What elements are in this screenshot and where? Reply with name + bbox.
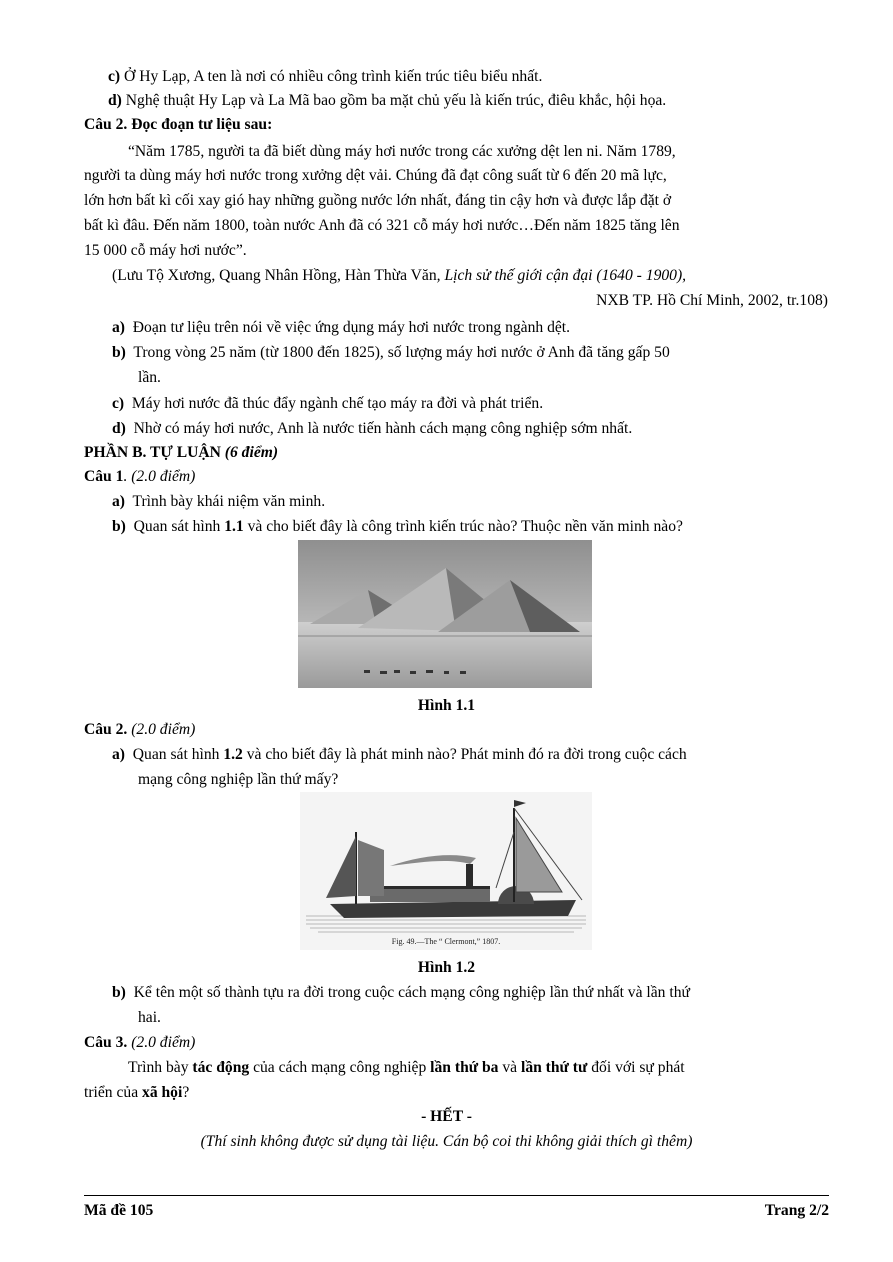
statement-text: Trong vòng 25 năm (từ 1800 đến 1825), số lượng máy hơi nước ở Anh đã tăng gấp 50 bbox=[133, 344, 670, 361]
essay-question-2 bbox=[84, 720, 195, 740]
option-text: Ở Hy Lạp, A ten là nơi có nhiều công trình kiến trúc tiêu biểu nhất. bbox=[124, 68, 543, 85]
statement-d bbox=[112, 419, 632, 439]
source-publisher: NXB TP. Hồ Chí Minh, 2002, tr.108) bbox=[596, 292, 828, 309]
question-points: (2.0 điểm) bbox=[127, 1034, 196, 1051]
statement-label: a) bbox=[112, 319, 125, 336]
part-label: b) bbox=[112, 518, 126, 535]
part-text: Kể tên một số thành tựu ra đời trong cuộc cách mạng công nghiệp lần thứ nhất và lần thứ bbox=[133, 984, 690, 1001]
exam-code: Mã đề 105 bbox=[84, 1202, 154, 1219]
question-points: . (2.0 điểm) bbox=[123, 468, 196, 485]
end-marker: - HẾT - bbox=[421, 1108, 472, 1125]
q1-part-b bbox=[112, 517, 683, 537]
footer-divider bbox=[84, 1195, 829, 1196]
exam-note: (Thí sinh không được sử dụng tài liệu. Cán bộ coi thi không giải thích gì thêm) bbox=[200, 1133, 693, 1150]
quote-line: bất kì đâu. Đến năm 1800, toàn nước Anh đã có 321 cỗ máy hơi nước…Đến năm 1825 tăng lên bbox=[84, 217, 680, 234]
q2-part-a bbox=[112, 745, 687, 765]
q2-part-a-continued: mạng công nghiệp lần thứ mấy? bbox=[138, 771, 339, 788]
quote-line: người ta dùng máy hơi nước trong xưởng dệt vải. Chúng đã đạt công suất từ 6 đến 20 mã lực, bbox=[84, 167, 667, 184]
q3-emphasis: xã hội bbox=[142, 1084, 183, 1101]
part-label: b) bbox=[112, 984, 126, 1001]
part-b-title: PHẦN B. TỰ LUẬN bbox=[84, 444, 221, 461]
part-text: và cho biết đây là phát minh nào? Phát minh đó ra đời trong cuộc cách bbox=[242, 746, 687, 763]
question-title: Câu 2. bbox=[84, 721, 128, 738]
source-authors: (Lưu Tộ Xương, Quang Nhân Hồng, Hàn Thừa Văn bbox=[112, 267, 437, 284]
pyramids-figure bbox=[298, 540, 592, 688]
statement-label: b) bbox=[112, 344, 126, 361]
part-text: Quan sát hình bbox=[132, 746, 224, 763]
q3-text-part: và bbox=[498, 1059, 521, 1076]
part-label: a) bbox=[112, 746, 125, 763]
statement-b bbox=[112, 343, 670, 363]
part-b-heading bbox=[84, 443, 278, 463]
figure-reference: 1.1 bbox=[224, 518, 244, 535]
option-label: d) bbox=[108, 92, 122, 109]
option-c bbox=[108, 67, 542, 87]
option-text: Nghệ thuật Hy Lạp và La Mã bao gồm ba mặt chủ yếu là kiến trúc, điêu khắc, hội họa. bbox=[125, 92, 667, 109]
q3-emphasis: lần thứ tư bbox=[520, 1059, 588, 1076]
statement-label: c) bbox=[112, 395, 125, 412]
question-title: Câu 3. bbox=[84, 1034, 128, 1051]
q3-text-part: triển của bbox=[84, 1084, 143, 1101]
q3-text-part: đối với sự phát bbox=[587, 1059, 685, 1076]
part-text: và cho biết đây là công trình kiến trúc nào? Thuộc nền văn minh nào? bbox=[243, 518, 683, 535]
statement-a bbox=[112, 318, 570, 338]
part-text: Trình bày khái niệm văn minh. bbox=[132, 493, 326, 510]
deck-cabin bbox=[370, 888, 490, 902]
q3-text bbox=[128, 1058, 685, 1078]
steamboat-figure bbox=[300, 792, 592, 950]
quote-line: lớn hơn bất kì cối xay gió hay những guồng nước lớn nhất, đáng tin cậy hơn và được lắp đặt ở bbox=[84, 192, 672, 209]
essay-question-1 bbox=[84, 467, 195, 487]
question-2-title: Câu 2. Đọc đoạn tư liệu sau: bbox=[84, 116, 273, 133]
q3-text-part: ? bbox=[182, 1084, 190, 1101]
part-b-points: (6 điểm) bbox=[224, 444, 279, 461]
page-number: Trang 2/2 bbox=[764, 1202, 829, 1219]
q2-part-b bbox=[112, 983, 690, 1003]
part-text: Quan sát hình bbox=[133, 518, 225, 535]
q2-part-b-continued: hai. bbox=[138, 1009, 161, 1026]
statement-c bbox=[112, 394, 543, 414]
question-title: Câu 1 bbox=[84, 468, 124, 485]
figure-1-1-caption: Hình 1.1 bbox=[417, 697, 476, 714]
figure-1-2-caption: Hình 1.2 bbox=[417, 959, 476, 976]
statement-label: d) bbox=[112, 420, 126, 437]
q1-part-a bbox=[112, 492, 325, 512]
figure-reference: 1.2 bbox=[223, 746, 243, 763]
option-d bbox=[108, 91, 666, 111]
essay-question-3 bbox=[84, 1033, 195, 1053]
question-points: (2.0 điểm) bbox=[127, 721, 196, 738]
source-citation bbox=[112, 266, 686, 286]
statement-text: Đoạn tư liệu trên nói về việc ứng dụng máy hơi nước trong ngành dệt. bbox=[132, 319, 571, 336]
statement-text: Nhờ có máy hơi nước, Anh là nước tiến hành cách mạng công nghiệp sớm nhất. bbox=[133, 420, 633, 437]
q3-text-continued bbox=[84, 1083, 189, 1103]
option-label: c) bbox=[108, 68, 121, 85]
q3-emphasis: tác động bbox=[192, 1059, 250, 1076]
quote-line: “Năm 1785, người ta đã biết dùng máy hơi nước trong các xưởng dệt len ni. Năm 1789, bbox=[128, 143, 676, 160]
statement-b-continued: lần. bbox=[138, 369, 161, 386]
q3-text-part: của cách mạng công nghiệp bbox=[249, 1059, 431, 1076]
q3-emphasis: lần thứ ba bbox=[430, 1059, 499, 1076]
smokestack bbox=[466, 864, 473, 888]
quote-line: 15 000 cỗ máy hơi nước”. bbox=[84, 242, 247, 259]
source-book: , Lịch sử thế giới cận đại (1640 - 1900), bbox=[436, 267, 687, 284]
figure-inner-caption: Fig. 49.—The “ Clermont,” 1807. bbox=[391, 937, 501, 946]
part-label: a) bbox=[112, 493, 125, 510]
statement-text: Máy hơi nước đã thúc đẩy ngành chế tạo máy ra đời và phát triển. bbox=[131, 395, 544, 412]
q3-text-part: Trình bày bbox=[128, 1059, 193, 1076]
